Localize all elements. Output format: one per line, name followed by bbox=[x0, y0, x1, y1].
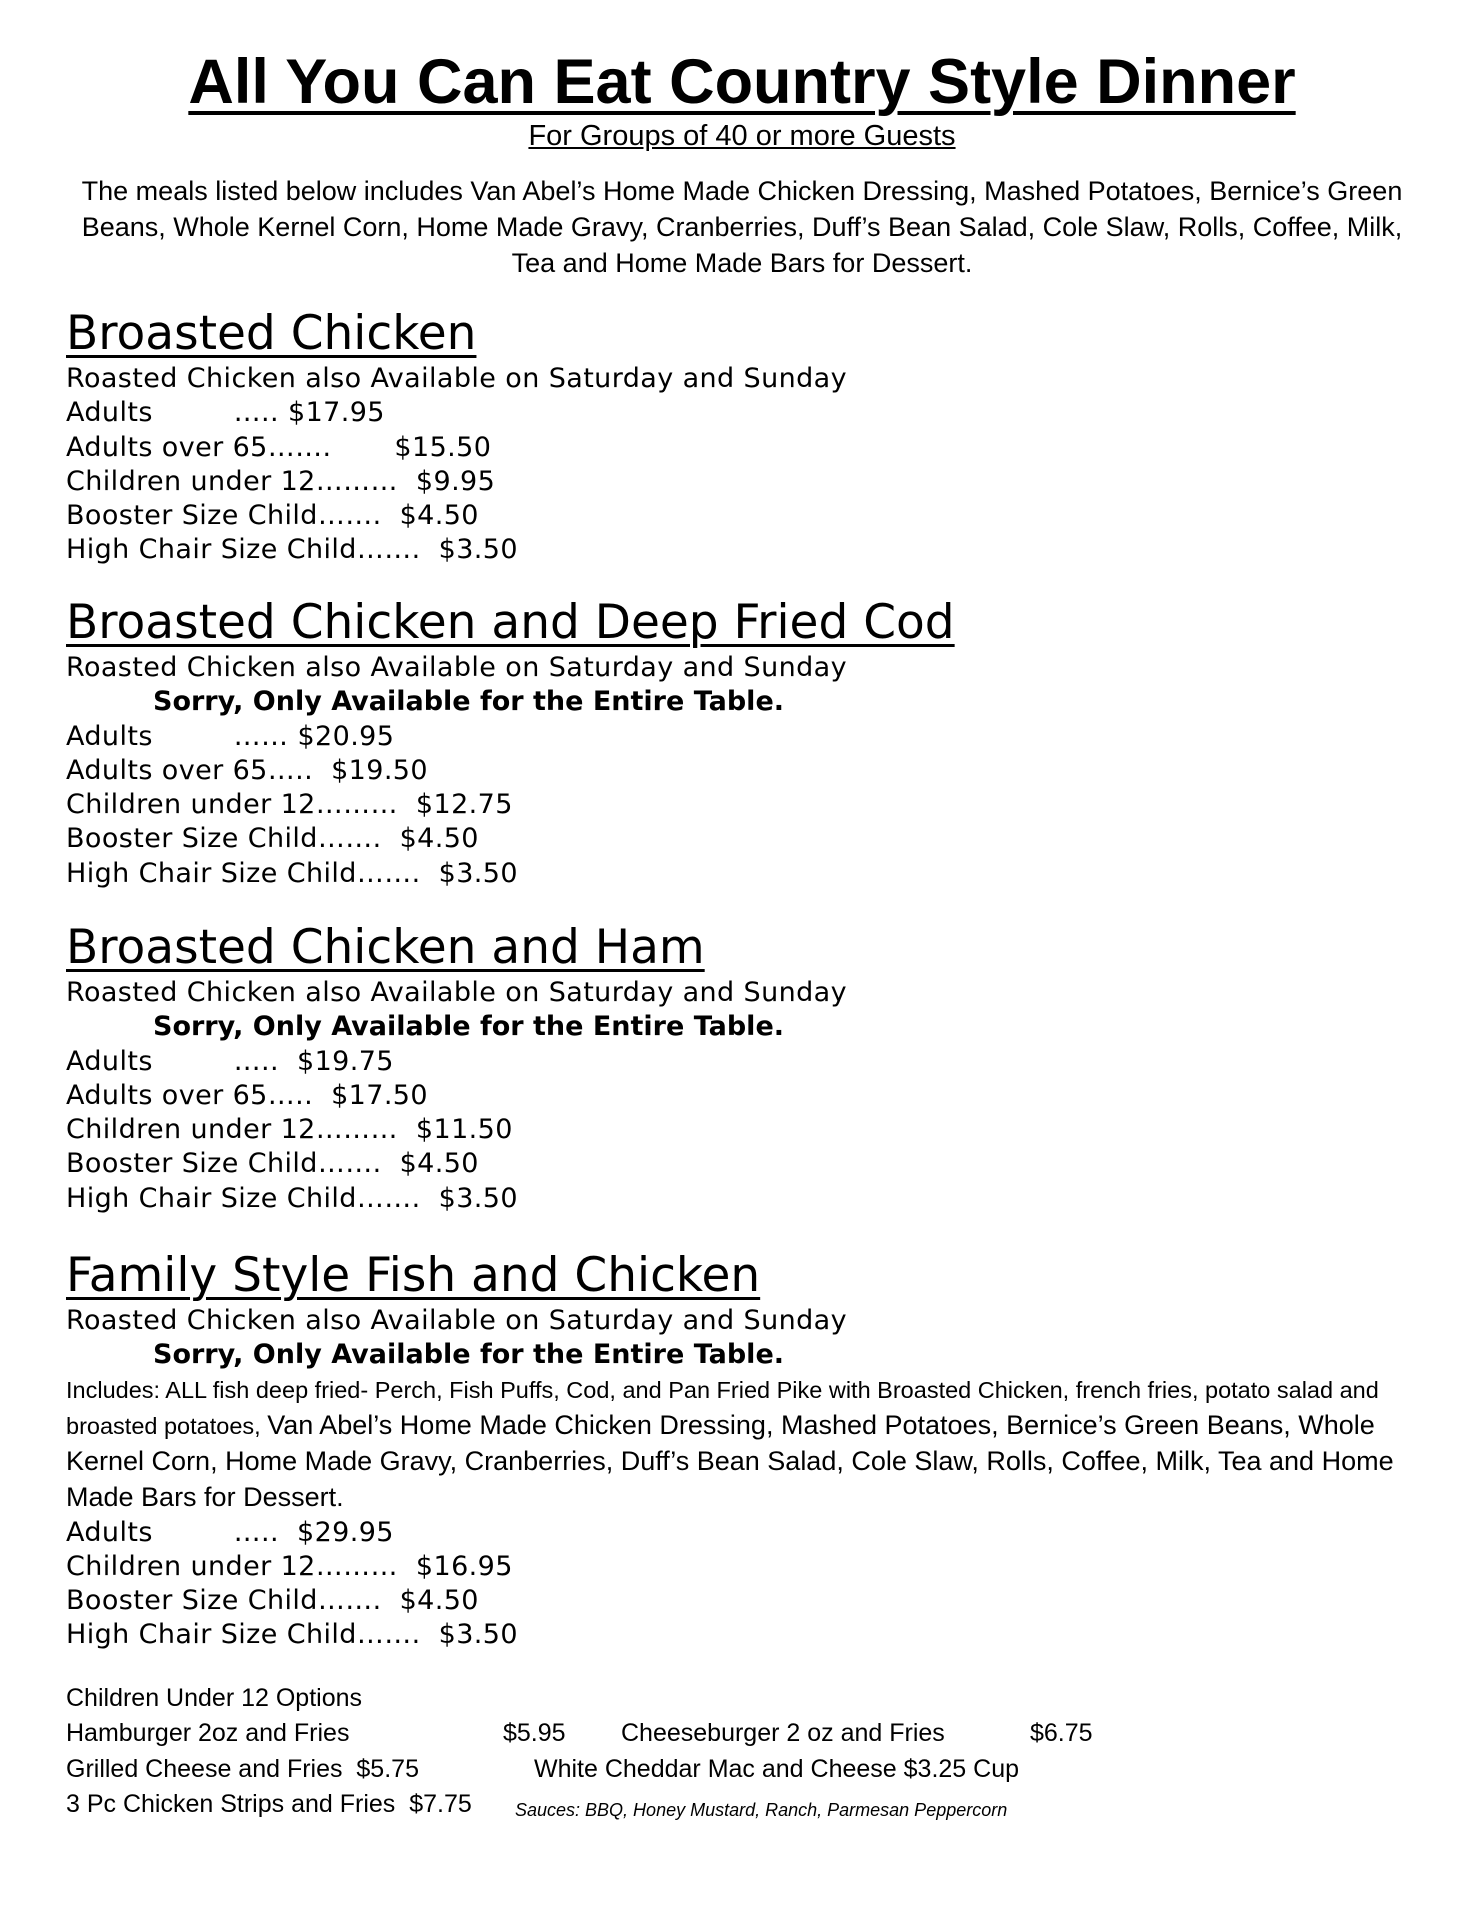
price-row: Children under 12……… $9.95 bbox=[66, 465, 1426, 499]
price-row: Adults ….. $17.95 bbox=[66, 396, 1426, 430]
price: $17.95 bbox=[288, 397, 385, 429]
price: $3.50 bbox=[438, 1182, 518, 1214]
kid-row bbox=[66, 1716, 1426, 1752]
price-row: Booster Size Child……. $4.50 bbox=[66, 822, 1426, 856]
includes-paragraph: Includes: ALL fish deep fried- Perch, Fish Puffs, Cod, and Pan Fried Pike with Broasted Chicken, french fries, potato salad and broasted potatoes, Van Abel’s Home Made Chicken Dressing, Mashed Potatoes, Bernice’s Green Beans, Whole Kernel Corn, Home Made Gravy, Cranberries, Duff’s Bean Salad, Cole Slaw, Rolls, Coffee, Milk, Tea and Home Made Bars for Dessert. bbox=[66, 1376, 1394, 1512]
grilled-cheese-item: Grilled Cheese and Fries $5.75 bbox=[66, 1754, 419, 1783]
price: $3.50 bbox=[438, 1619, 518, 1651]
section-chicken-and-ham bbox=[66, 920, 1426, 1216]
sauces-note: Sauces: BBQ, Honey Mustard, Ranch, Parmesan Peppercorn bbox=[515, 1800, 1008, 1820]
price-row: Children under 12……… $11.50 bbox=[66, 1113, 1426, 1147]
price: $19.50 bbox=[331, 754, 428, 786]
intro-paragraph: The meals listed below includes Van Abel’s Home Made Chicken Dressing, Mashed Potatoes, Bernice’s Green Beans, Whole Kernel Corn, Home Made Gravy, Cranberries, Duff’s Bean Salad, Cole Slaw, Rolls, Coffee, Milk, Tea and Home Made Bars for Dessert. bbox=[81, 176, 1403, 278]
table-notice: Sorry, Only Available for the Entire Table. bbox=[153, 686, 785, 718]
price-row: Adults over 65….. $17.50 bbox=[66, 1079, 1426, 1113]
price-row: High Chair Size Child……. $3.50 bbox=[66, 857, 1426, 891]
price: $4.50 bbox=[399, 823, 479, 855]
hamburger-price: $5.95 bbox=[503, 1719, 566, 1747]
price-row: Children under 12……… $12.75 bbox=[66, 788, 1426, 822]
children-options-title: Children Under 12 Options bbox=[66, 1684, 362, 1712]
price-row: Adults …… $20.95 bbox=[66, 720, 1426, 754]
price: $4.50 bbox=[399, 500, 479, 532]
table-notice: Sorry, Only Available for the Entire Table. bbox=[153, 1339, 785, 1371]
price: $29.95 bbox=[297, 1516, 394, 1548]
hamburger-item: Hamburger 2oz and Fries bbox=[66, 1719, 350, 1747]
price-row: Adults ….. $29.95 bbox=[66, 1516, 1426, 1550]
section-title: Family Style Fish and Chicken bbox=[66, 1248, 761, 1303]
price: $15.50 bbox=[394, 431, 492, 463]
section-title: Broasted Chicken and Deep Fried Cod bbox=[66, 595, 955, 650]
availability-note: Roasted Chicken also Available on Saturday and Sunday bbox=[66, 363, 847, 394]
price-row: Adults over 65……. $15.50 bbox=[66, 431, 1426, 465]
price-row: High Chair Size Child……. $3.50 bbox=[66, 1182, 1426, 1216]
price-row: Children under 12……… $16.95 bbox=[66, 1550, 1426, 1584]
kid-row bbox=[66, 1787, 1426, 1823]
section-broasted-chicken bbox=[66, 306, 1426, 568]
price-row: Adults ….. $19.75 bbox=[66, 1045, 1426, 1079]
availability-note: Roasted Chicken also Available on Saturday and Sunday bbox=[66, 652, 847, 683]
price: $17.50 bbox=[331, 1079, 428, 1111]
price-row: Booster Size Child……. $4.50 bbox=[66, 1584, 1426, 1618]
price-row: Adults over 65….. $19.50 bbox=[66, 754, 1426, 788]
price: $4.50 bbox=[399, 1585, 479, 1617]
section-chicken-and-cod bbox=[66, 595, 1426, 891]
price: $4.50 bbox=[399, 1148, 479, 1180]
availability-note: Roasted Chicken also Available on Saturday and Sunday bbox=[66, 977, 847, 1008]
page-subtitle: For Groups of 40 or more Guests bbox=[528, 120, 956, 152]
price-row: High Chair Size Child……. $3.50 bbox=[66, 533, 1426, 567]
price: $20.95 bbox=[297, 720, 395, 752]
section-fish-and-chicken bbox=[66, 1248, 1426, 1653]
price-row: Booster Size Child……. $4.50 bbox=[66, 1147, 1426, 1181]
price: $3.50 bbox=[438, 534, 518, 566]
price: $12.75 bbox=[415, 789, 513, 821]
price-row: Booster Size Child……. $4.50 bbox=[66, 499, 1426, 533]
chicken-strips-item: 3 Pc Chicken Strips and Fries $7.75 bbox=[66, 1790, 472, 1818]
children-options bbox=[66, 1680, 1426, 1823]
price: $19.75 bbox=[297, 1045, 394, 1077]
price: $3.50 bbox=[438, 857, 518, 889]
page-title: All You Can Eat Country Style Dinner bbox=[188, 47, 1296, 117]
table-notice: Sorry, Only Available for the Entire Table. bbox=[153, 1011, 785, 1043]
cheeseburger-price: $6.75 bbox=[1030, 1719, 1093, 1747]
availability-note: Roasted Chicken also Available on Saturday and Sunday bbox=[66, 1305, 847, 1336]
cheeseburger-item: Cheeseburger 2 oz and Fries bbox=[621, 1719, 945, 1747]
price: $16.95 bbox=[415, 1550, 513, 1582]
kid-row bbox=[66, 1752, 1426, 1788]
price: $11.50 bbox=[415, 1114, 513, 1146]
section-title: Broasted Chicken bbox=[66, 306, 477, 361]
mac-cheese-item: White Cheddar Mac and Cheese $3.25 Cup bbox=[534, 1754, 1020, 1783]
section-title: Broasted Chicken and Ham bbox=[66, 920, 705, 975]
price-row: High Chair Size Child……. $3.50 bbox=[66, 1618, 1426, 1652]
price: $9.95 bbox=[415, 465, 496, 497]
